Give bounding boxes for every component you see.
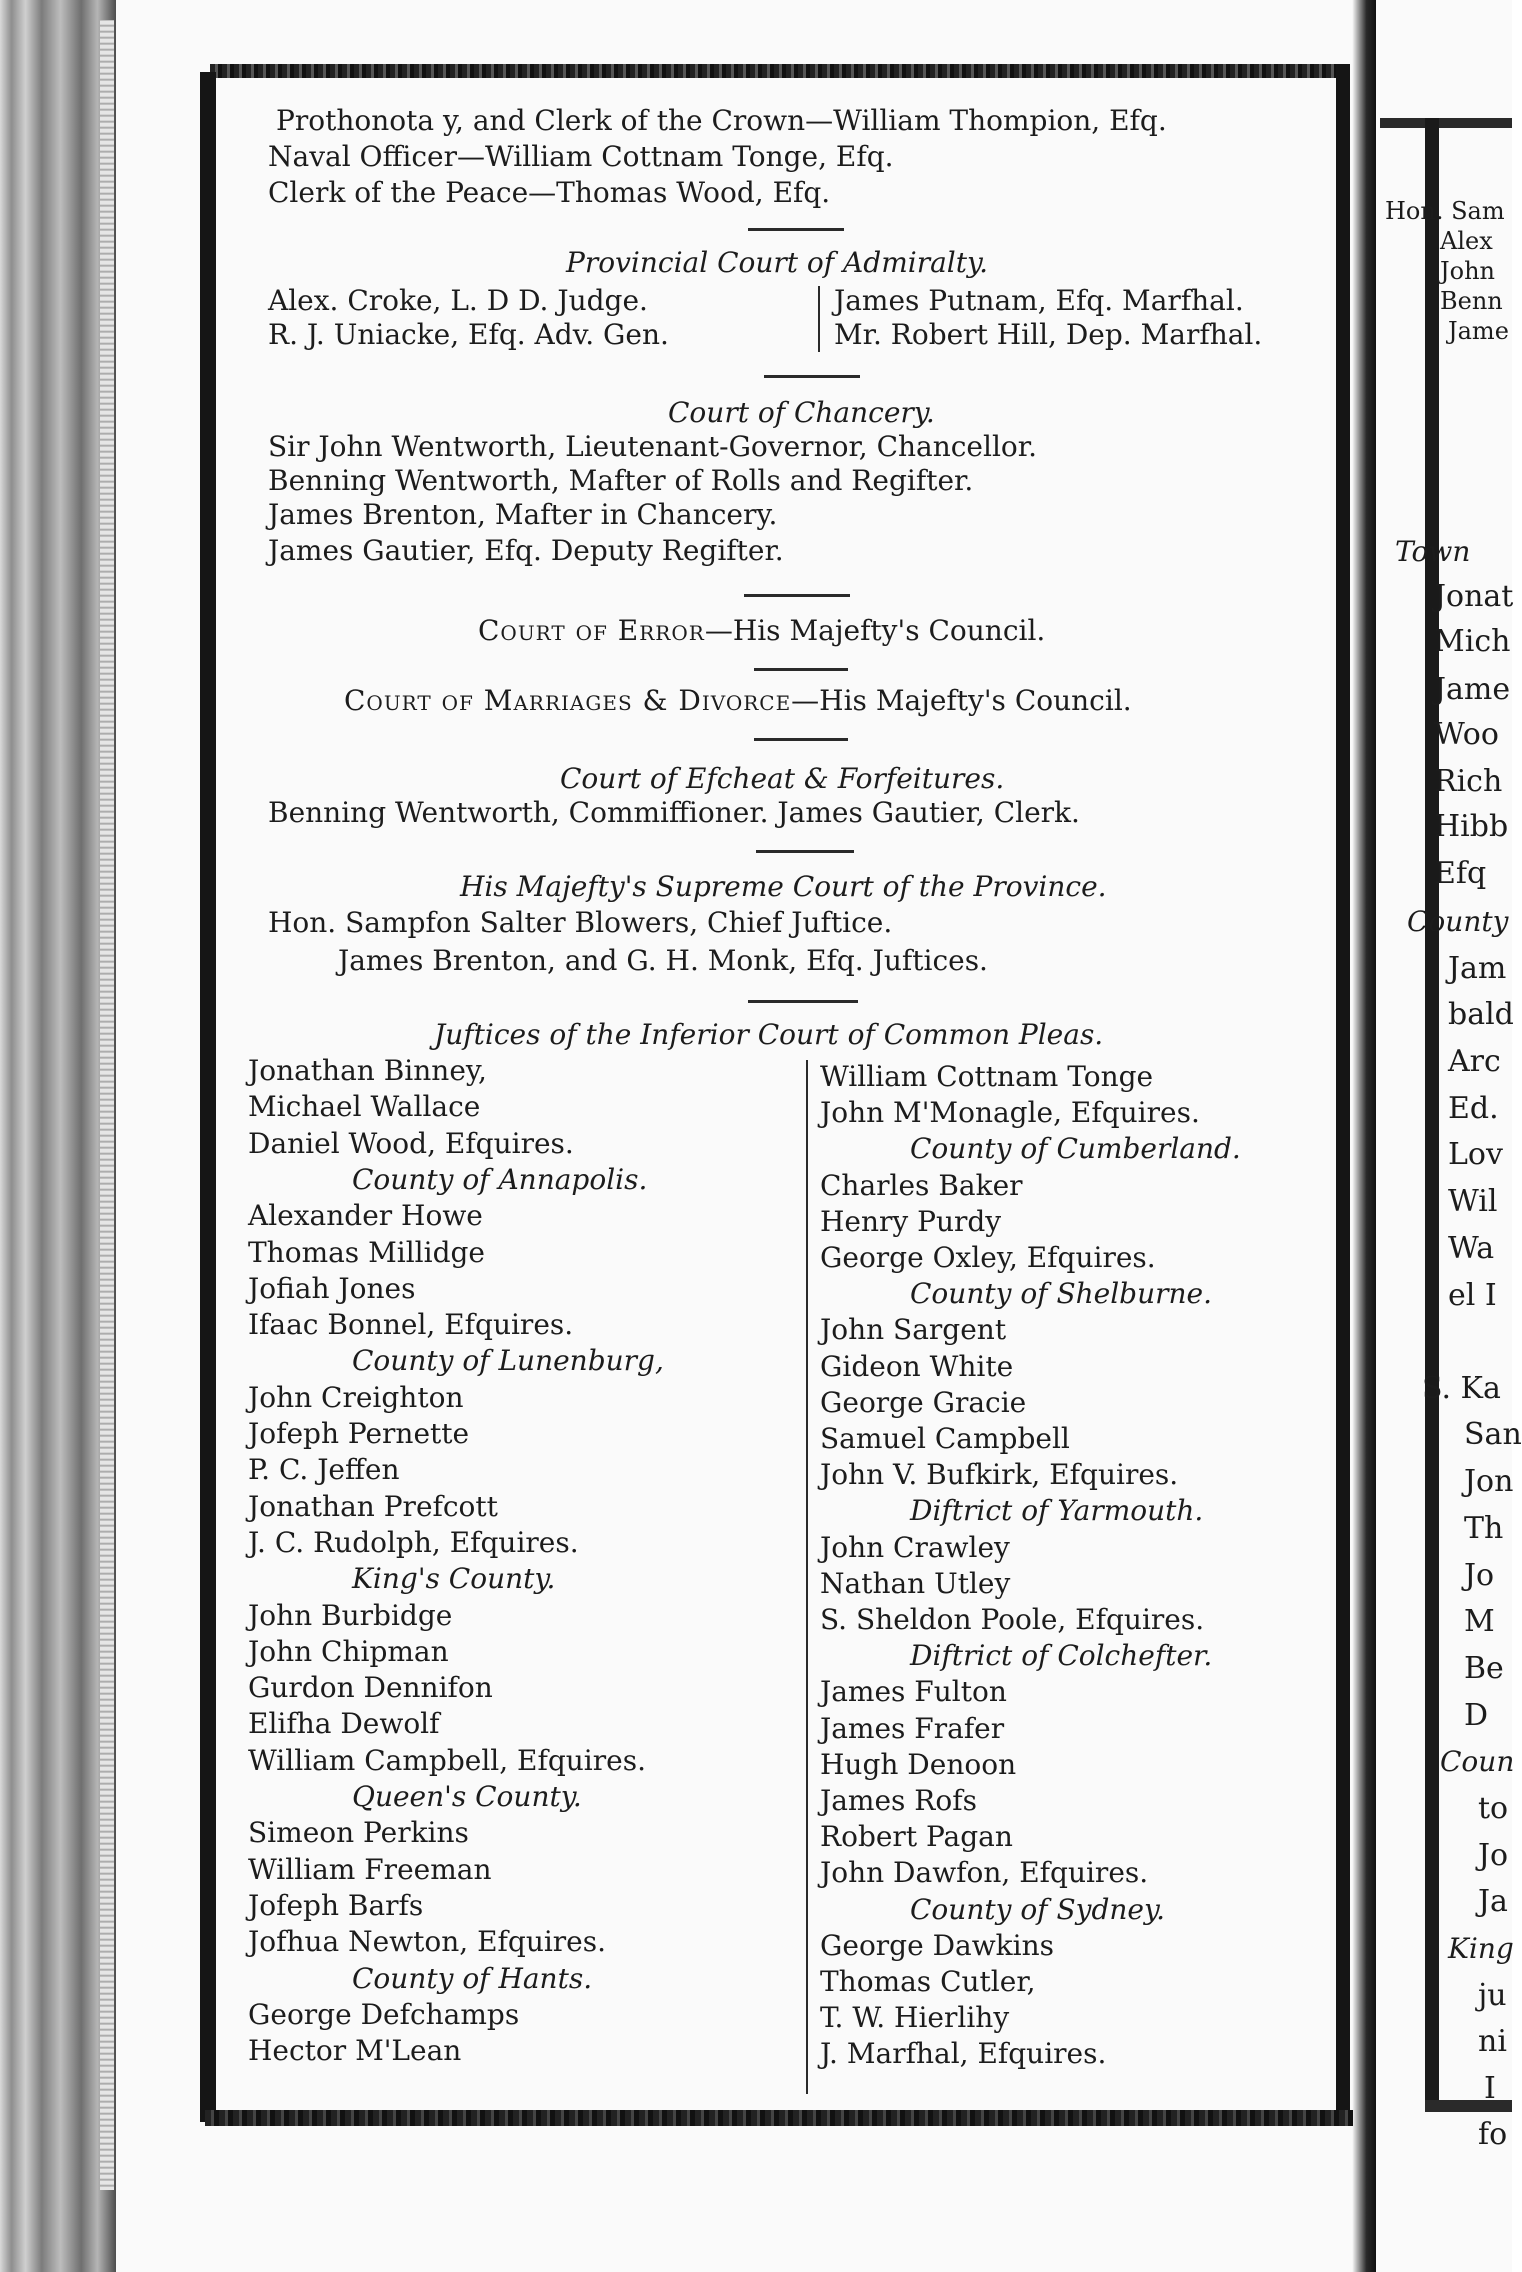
right-col-justice-name: Nathan Utley xyxy=(820,1566,1011,1600)
right-col-justice-name: Thomas Cutler, xyxy=(820,1965,1036,1998)
right-col-county-heading: Diftrict of Colchefter. xyxy=(910,1639,1213,1673)
right-col-county-heading: County of Sydney. xyxy=(910,1892,1165,1926)
header-line-naval-officer: Naval Officer—William Cottnam Tonge, Efq. xyxy=(268,140,894,173)
facing-page-top-rule xyxy=(1380,118,1512,128)
left-col-county-heading: County of Hants. xyxy=(352,1961,593,1995)
chancery-title: Court of Chancery. xyxy=(668,396,935,429)
left-col-justice-name: Jofeph Barfs xyxy=(248,1888,424,1922)
left-col-county-heading: King's County. xyxy=(352,1562,556,1596)
page-gutter xyxy=(1352,0,1376,2272)
right-col-justice-name: George Dawkins xyxy=(820,1928,1055,1962)
admiralty-advocate: R. J. Uniacke, Efq. Adv. Gen. xyxy=(268,318,669,351)
facing-page-bottom-rule xyxy=(1425,2100,1512,2112)
facing-page-fragment: bald xyxy=(1448,997,1514,1032)
facing-page-fragment: Benn xyxy=(1440,287,1503,315)
left-col-county-heading: County of Annapolis. xyxy=(352,1162,648,1196)
right-col-justice-name: Samuel Campbell xyxy=(820,1422,1070,1455)
right-col-county-heading: Diftrict of Yarmouth. xyxy=(910,1494,1204,1528)
admiralty-marshal: James Putnam, Efq. Marfhal. xyxy=(834,284,1244,317)
facing-page-fragment: M xyxy=(1464,1604,1495,1639)
admiralty-deputy-marshal: Mr. Robert Hill, Dep. Marfhal. xyxy=(834,318,1263,351)
left-col-justice-name: Jonathan Prefcott xyxy=(248,1489,498,1523)
right-col-county-heading: County of Cumberland. xyxy=(910,1132,1241,1166)
facing-page-fragment: S. Ka xyxy=(1422,1371,1501,1406)
left-col-justice-name: Jonathan Binney, xyxy=(248,1054,487,1087)
right-col-justice-name: Hugh Denoon xyxy=(820,1747,1017,1781)
header-line-clerk-peace: Clerk of the Peace—Thomas Wood, Efq. xyxy=(268,176,831,209)
left-col-justice-name: Ifaac Bonnel, Efquires. xyxy=(248,1308,574,1342)
left-col-justice-name: Daniel Wood, Efquires. xyxy=(248,1126,574,1160)
facing-page-fragment: ni xyxy=(1478,2024,1507,2059)
right-col-justice-name: William Cottnam Tonge xyxy=(820,1060,1154,1093)
column-divider xyxy=(806,1060,808,2094)
chancery-line: Sir John Wentworth, Lieutenant-Governor, Chancellor. xyxy=(268,430,1037,463)
facing-page-left-rule xyxy=(1425,118,1439,2108)
facing-page-fragment: Arc xyxy=(1448,1044,1501,1079)
chancery-line: James Gautier, Efq. Deputy Regifter. xyxy=(268,534,784,567)
facing-page-fragment: Alex xyxy=(1440,227,1493,255)
right-col-justice-name: John Crawley xyxy=(820,1530,1010,1564)
frame-right-rule xyxy=(1336,64,1350,2122)
facing-page-fragment: Jame xyxy=(1434,672,1511,707)
facing-page-fragment: Ja xyxy=(1478,1884,1508,1919)
facing-page-fragment: Jo xyxy=(1464,1558,1495,1593)
right-col-justice-name: J. Marfhal, Efquires. xyxy=(820,2037,1107,2071)
escheat-title: Court of Efcheat & Forfeitures. xyxy=(560,762,1005,795)
left-col-justice-name: Gurdon Dennifon xyxy=(248,1671,493,1705)
left-col-justice-name: William Freeman xyxy=(248,1852,492,1886)
separator xyxy=(764,375,860,378)
left-col-justice-name: John Creighton xyxy=(248,1380,464,1414)
right-col-justice-name: John V. Bufkirk, Efquires. xyxy=(820,1458,1179,1492)
facing-page-fragment: Wil xyxy=(1448,1184,1498,1219)
separator xyxy=(754,738,848,741)
right-col-justice-name: George Oxley, Efquires. xyxy=(820,1241,1156,1274)
facing-page-fragment: Efq xyxy=(1434,856,1487,891)
separator xyxy=(748,228,844,231)
facing-page-fragment: Jo xyxy=(1478,1838,1509,1873)
left-col-justice-name: Jofeph Pernette xyxy=(248,1417,470,1450)
left-col-justice-name: George Defchamps xyxy=(248,1997,520,2031)
separator xyxy=(748,1000,858,1003)
supreme-court-line: James Brenton, and G. H. Monk, Efq. Juftices. xyxy=(338,944,988,977)
left-col-justice-name: Hector M'Lean xyxy=(248,2034,462,2068)
left-col-county-heading: County of Lunenburg, xyxy=(352,1344,664,1378)
right-col-justice-name: Charles Baker xyxy=(820,1168,1023,1202)
right-col-county-heading: County of Shelburne. xyxy=(910,1277,1213,1311)
left-col-justice-name: Jofiah Jones xyxy=(248,1271,416,1305)
separator xyxy=(754,668,848,671)
facing-page-fragment: Mich xyxy=(1434,624,1511,659)
facing-page-fragment: Lov xyxy=(1448,1137,1503,1172)
facing-page-fragment: Town xyxy=(1395,535,1471,568)
facing-page-fragment: King xyxy=(1448,1932,1514,1965)
right-col-justice-name: Henry Purdy xyxy=(820,1204,1002,1238)
header-line-prothonotary: Prothonota y, and Clerk of the Crown—William Thompion, Efq. xyxy=(276,104,1167,137)
court-of-marriages-rest: —His Majefty's Council. xyxy=(791,684,1132,717)
right-col-justice-name: James Fulton xyxy=(820,1675,1007,1709)
facing-page-fragment: el I xyxy=(1448,1278,1497,1313)
left-col-county-heading: Queen's County. xyxy=(352,1780,582,1813)
court-of-error xyxy=(478,614,1045,648)
admiralty-title: Provincial Court of Admiralty. xyxy=(566,246,988,279)
chancery-line: James Brenton, Mafter in Chancery. xyxy=(268,498,778,531)
separator xyxy=(756,850,854,853)
facing-page-fragment: Jam xyxy=(1448,951,1507,986)
facing-page-fragment: Jame xyxy=(1448,317,1509,345)
facing-page-fragment: County xyxy=(1407,905,1509,938)
left-col-justice-name: J. C. Rudolph, Efquires. xyxy=(248,1525,579,1559)
right-col-justice-name: James Frafer xyxy=(820,1711,1005,1745)
column-divider xyxy=(818,286,820,352)
right-col-justice-name: George Gracie xyxy=(820,1385,1027,1419)
facing-page-fragment: Woo xyxy=(1434,717,1499,752)
court-of-marriages-head: Court of Marriages & Divorce xyxy=(344,684,792,717)
right-col-justice-name: James Rofs xyxy=(820,1784,977,1817)
right-col-justice-name: John M'Monagle, Efquires. xyxy=(820,1096,1200,1130)
frame-bottom-rule xyxy=(205,2110,1353,2126)
left-col-justice-name: John Burbidge xyxy=(248,1598,453,1632)
right-col-justice-name: S. Sheldon Poole, Efquires. xyxy=(820,1603,1205,1636)
right-col-justice-name: John Sargent xyxy=(820,1313,1007,1347)
left-col-justice-name: John Chipman xyxy=(248,1634,449,1668)
chancery-line: Benning Wentworth, Mafter of Rolls and Regifter. xyxy=(268,464,974,497)
left-col-justice-name: Jofhua Newton, Efquires. xyxy=(248,1925,607,1959)
facing-page-fragment: to xyxy=(1478,1791,1509,1826)
left-col-justice-name: Alexander Howe xyxy=(248,1199,483,1233)
book-binding xyxy=(0,0,116,2272)
facing-page-fragment: ju xyxy=(1478,1978,1507,2013)
facing-page-fragment: Wa xyxy=(1448,1231,1495,1266)
facing-page-fragment: fo xyxy=(1478,2117,1508,2152)
facing-page-fragment: San xyxy=(1464,1417,1522,1452)
frame-top-rule xyxy=(210,64,1350,78)
court-of-error-head: Court of Error xyxy=(478,614,705,647)
facing-page-fragment: Rich xyxy=(1434,764,1503,799)
left-col-justice-name: William Campbell, Efquires. xyxy=(248,1743,646,1777)
left-col-justice-name: Simeon Perkins xyxy=(248,1816,469,1850)
facing-page-fragment: Be xyxy=(1464,1651,1504,1686)
justices-title: Juftices of the Inferior Court of Common Pleas. xyxy=(434,1018,1104,1051)
court-of-error-rest: —His Majefty's Council. xyxy=(704,614,1046,647)
facing-page-fragment: Hibb xyxy=(1434,809,1509,844)
left-col-justice-name: Thomas Millidge xyxy=(248,1235,485,1269)
supreme-court-title: His Majefty's Supreme Court of the Province. xyxy=(460,870,1107,903)
court-of-marriages xyxy=(344,684,1132,718)
facing-page-fragment: John xyxy=(1440,257,1495,285)
facing-page-fragment: D xyxy=(1464,1698,1489,1733)
right-col-justice-name: Robert Pagan xyxy=(820,1820,1013,1854)
facing-page-fragment: Jon xyxy=(1464,1464,1514,1499)
right-col-justice-name: John Dawfon, Efquires. xyxy=(820,1856,1149,1890)
left-col-justice-name: Michael Wallace xyxy=(248,1090,481,1124)
facing-page-fragment: Coun xyxy=(1440,1745,1515,1778)
facing-page-fragment: Th xyxy=(1464,1511,1504,1546)
supreme-court-line: Hon. Sampfon Salter Blowers, Chief Juftice. xyxy=(268,906,893,939)
escheat-line: Benning Wentworth, Commiffioner. James Gautier, Clerk. xyxy=(268,796,1080,829)
facing-page-fragment: Ed. xyxy=(1448,1091,1499,1126)
facing-page-fragment: I xyxy=(1484,2071,1496,2106)
left-col-justice-name: P. C. Jeffen xyxy=(248,1453,400,1487)
separator xyxy=(744,594,850,597)
right-col-justice-name: T. W. Hierlihy xyxy=(820,2001,1010,2035)
admiralty-judge: Alex. Croke, L. D D. Judge. xyxy=(268,284,648,317)
right-col-justice-name: Gideon White xyxy=(820,1349,1014,1383)
facing-page-fragment: Hon. Sam xyxy=(1385,197,1505,225)
facing-page-fragment: Jonat xyxy=(1434,579,1514,614)
frame-left-rule xyxy=(200,72,216,2122)
page-edges xyxy=(100,20,114,2190)
left-col-justice-name: Elifha Dewolf xyxy=(248,1707,440,1741)
